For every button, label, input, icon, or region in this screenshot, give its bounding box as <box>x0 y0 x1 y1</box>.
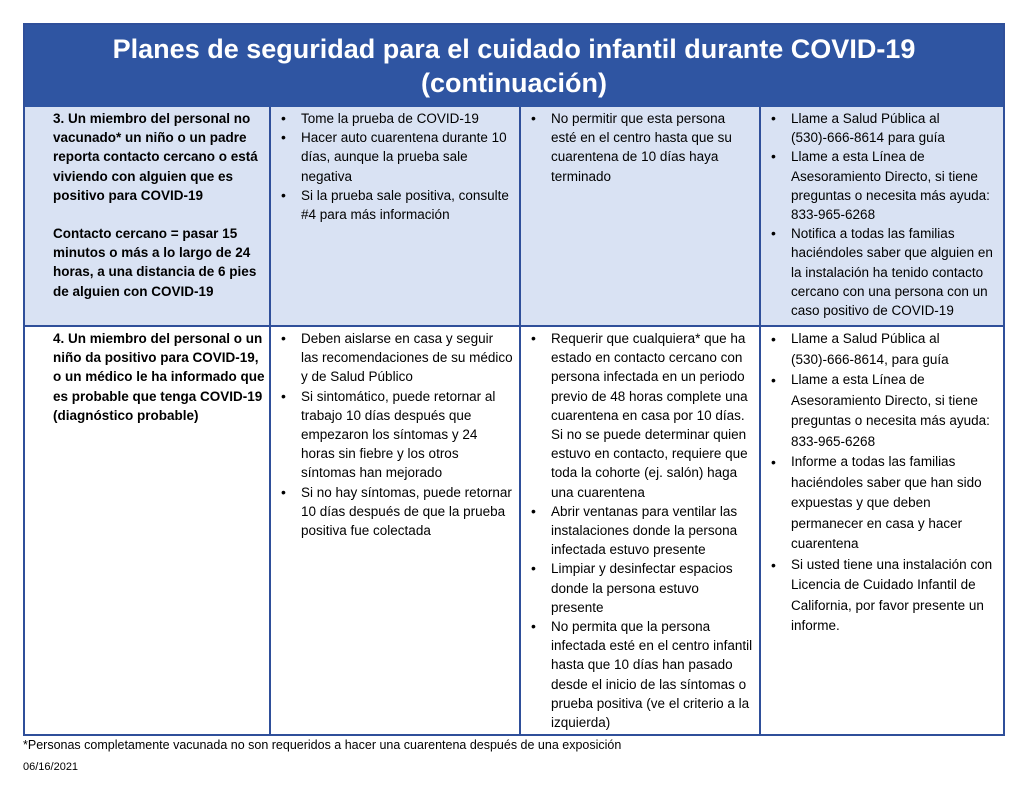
center-actions-cell <box>520 326 760 734</box>
safety-plan-table <box>25 107 1003 734</box>
list-item: • Si no hay síntomas, puede retornar 10 días después de que la prueba positiva fue colectada <box>277 483 513 541</box>
bullet-list <box>767 109 997 320</box>
bullet-list <box>527 329 753 732</box>
list-item: • Llame a esta Línea de Asesoramiento Directo, si tiene preguntas o necesita más ayuda: 833-965-6268 <box>767 370 997 452</box>
list-item: • Si la prueba sale positiva, consulte #4 para más información <box>277 186 513 224</box>
list-item: • Notifica a todas las familias haciéndoles saber que alguien en la instalación ha tenido contacto cercano con una persona con un caso positivo de COVID-19 <box>767 224 997 320</box>
list-item: • Tome la prueba de COVID-19 <box>277 109 513 128</box>
bullet-list <box>767 329 997 637</box>
bullet-list <box>527 109 753 186</box>
list-item: • Llame a esta Línea de Asesoramiento Directo, si tiene preguntas o necesita más ayuda: 833-965-6268 <box>767 147 997 224</box>
scenario-cell <box>25 107 270 326</box>
bullet-list <box>277 329 513 540</box>
bullet-list <box>277 109 513 224</box>
list-item: • Requerir que cualquiera* que ha estado en contacto cercano con persona infectada en un periodo previo de 48 horas complete una cuarentena en casa por 10 días. Si no se puede determinar quien estuvo en contacto, requiere que toda la cohorte (ej. salón) haga una cuarentena <box>527 329 753 502</box>
list-item: • Si sintomático, puede retornar al trabajo 10 días después que empezaron los síntomas y 24 horas sin fiebre y los otros síntomas han mejorado <box>277 387 513 483</box>
contact-actions-cell <box>760 326 1003 734</box>
list-item: • Informe a todas las familias haciéndoles saber que han sido expuestas y que deben permanecer en casa y hacer cuarentena <box>767 452 997 555</box>
footnote: *Personas completamente vacunada no son requeridos a hacer una cuarentena después de una exposición <box>23 738 622 752</box>
scenario-text: 3. Un miembro del personal no vacunado* un niño o un padre reporta contacto cercano o está viviendo con alguien que es positivo para COVID-19 <box>53 111 258 203</box>
list-item: • Llame a Salud Pública al (530)-666-8614 para guía <box>767 109 997 147</box>
list-item: • No permitir que esta persona esté en el centro hasta que su cuarentena de 10 días haya terminado <box>527 109 753 186</box>
list-item: • Hacer auto cuarentena durante 10 días, aunque la prueba sale negativa <box>277 128 513 186</box>
list-item: • Deben aislarse en casa y seguir las recomendaciones de su médico y de Salud Público <box>277 329 513 387</box>
list-item: • No permita que la persona infectada esté en el centro infantil hasta que 10 días han pasado desde el inicio de las síntomas o prueba positiva (ve el criterio a la izquierda) <box>527 617 753 732</box>
page-title: Planes de seguridad para el cuidado infantil durante COVID-19 <box>112 34 916 64</box>
table-row <box>25 326 1003 734</box>
table-row <box>25 107 1003 326</box>
list-item: • Si usted tiene una instalación con Licencia de Cuidado Infantil de California, por favor presente un informe. <box>767 555 997 637</box>
page-header <box>25 25 1003 107</box>
actions-cell <box>270 107 520 326</box>
center-actions-cell <box>520 107 760 326</box>
actions-cell <box>270 326 520 734</box>
document-date: 06/16/2021 <box>23 761 79 773</box>
list-item: • Limpiar y desinfectar espacios donde la persona estuvo presente <box>527 559 753 617</box>
safety-plan-table-container <box>23 23 1005 736</box>
list-item: • Llame a Salud Pública al (530)-666-8614, para guía <box>767 329 997 370</box>
scenario-cell <box>25 326 270 734</box>
page-title-continuation: (continuación) <box>421 68 607 98</box>
list-item: • Abrir ventanas para ventilar las instalaciones donde la persona infectada estuvo presente <box>527 502 753 560</box>
contact-actions-cell <box>760 107 1003 326</box>
close-contact-definition: Contacto cercano = pasar 15 minutos o más a lo largo de 24 horas, a una distancia de 6 pies de alguien con COVID-19 <box>53 226 257 299</box>
scenario-text: 4. Un miembro del personal o un niño da positivo para COVID-19, o un médico le ha informado que es probable que tenga COVID-19 (diagnóstico probable) <box>53 331 265 423</box>
